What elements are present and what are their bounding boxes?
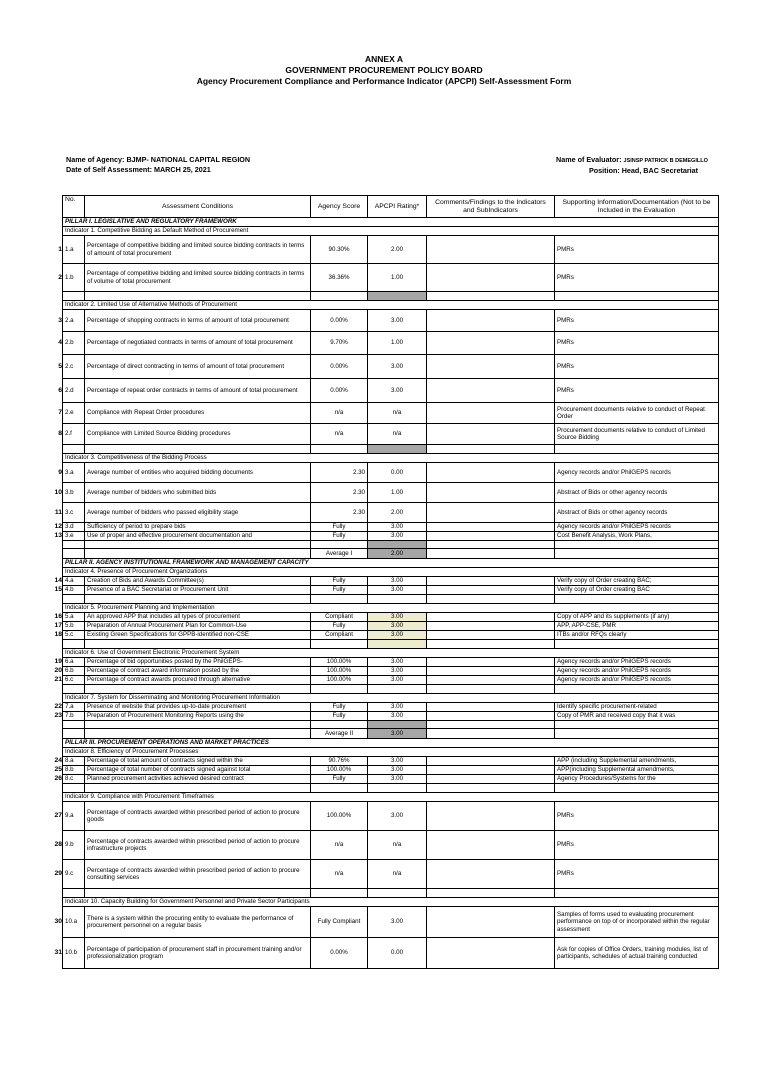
- col-score: Agency Score: [311, 196, 368, 218]
- table-row: [63, 264, 719, 292]
- row-score: 0.00%: [311, 310, 368, 332]
- row-number: 25: [54, 766, 62, 773]
- row-rating: 3.00: [368, 631, 427, 640]
- row-condition: Percentage of total number of contracts signed against total: [85, 766, 311, 775]
- row-code: 10.a: [63, 907, 85, 938]
- row-comments: [427, 532, 555, 541]
- row-rating: 3.00: [368, 658, 427, 667]
- row-number: 27: [54, 812, 62, 819]
- row-number: 10: [54, 488, 62, 496]
- row-support: Verify copy of Order creating BAC;: [555, 577, 719, 586]
- row-number: 3: [58, 316, 62, 324]
- col-comments: Comments/Findings to the Indicators and SubIndicators: [427, 196, 555, 218]
- row-condition: Percentage of competitive bidding and limited source bidding contracts in terms of volume of total procurement: [85, 264, 311, 292]
- row-code: 2.d: [63, 379, 85, 403]
- row-score: Fully: [311, 586, 368, 595]
- table-row: [63, 355, 719, 379]
- row-score: n/a: [311, 860, 368, 889]
- row-code: 6.c: [63, 676, 85, 685]
- row-rating: 0.00: [368, 938, 427, 969]
- row-code: 10.b: [63, 938, 85, 969]
- table-row: [63, 236, 719, 264]
- row-condition: Compliance with Repeat Order procedures: [85, 403, 311, 424]
- row-rating: 3.00: [368, 613, 427, 622]
- row-score: 0.00%: [311, 355, 368, 379]
- row-number: 21: [54, 676, 62, 683]
- row-rating: 3.00: [368, 712, 427, 721]
- row-rating: 1.00: [368, 332, 427, 355]
- row-score: Compliant: [311, 631, 368, 640]
- table-row: [63, 379, 719, 403]
- table-row: [63, 424, 719, 445]
- evaluator-position: Position: Head, BAC Secretariat: [589, 166, 699, 175]
- row-comments: [427, 236, 555, 264]
- row-number: 20: [54, 667, 62, 674]
- evaluator-info: [556, 155, 708, 176]
- row-rating: 3.00: [368, 775, 427, 784]
- row-comments: [427, 938, 555, 969]
- average-label: Average I: [311, 549, 368, 559]
- row-support: Cost Benefit Analysis, Work Plans,: [555, 532, 719, 541]
- row-rating: 2.00: [368, 236, 427, 264]
- indicator-heading: Indicator 2. Limited Use of Alternative Methods of Procurement: [63, 301, 719, 310]
- row-code: 6.b: [63, 667, 85, 676]
- row-code: 3.c: [63, 503, 85, 523]
- indicator-heading: Indicator 4. Presence of Procurement Organizations: [63, 568, 719, 577]
- row-rating: n/a: [368, 403, 427, 424]
- col-conditions: Assessment Conditions: [85, 196, 311, 218]
- row-comments: [427, 831, 555, 860]
- row-support: PMRs: [555, 332, 719, 355]
- indicator-heading: Indicator 6. Use of Government Electronic Procurement System: [63, 649, 719, 658]
- row-condition: Percentage of contracts awarded within prescribed period of action to procure consulting services: [85, 860, 311, 889]
- row-support: Copy of PMR and received copy that it was: [555, 712, 719, 721]
- row-support: Abstract of Bids or other agency records: [555, 503, 719, 523]
- row-score: Fully Compliant: [311, 907, 368, 938]
- row-condition: Presence of website that provides up-to-date procurement: [85, 703, 311, 712]
- row-score: 2.30: [311, 483, 368, 503]
- table-row: [63, 907, 719, 938]
- row-comments: [427, 631, 555, 640]
- row-number: 22: [54, 703, 62, 710]
- table-row: [63, 532, 719, 541]
- table-row: [63, 860, 719, 889]
- row-condition: Percentage of contract award information posted by the: [85, 667, 311, 676]
- row-score: 36.36%: [311, 264, 368, 292]
- row-support: Procurement documents relative to conduct of Repeat Order: [555, 403, 719, 424]
- row-score: 2.30: [311, 463, 368, 483]
- row-condition: Preparation of Annual Procurement Plan for Common-Use: [85, 622, 311, 631]
- row-condition: Percentage of shopping contracts in terms of amount of total procurement: [85, 310, 311, 332]
- table-row: [63, 775, 719, 784]
- table-row: [63, 667, 719, 676]
- indicator-heading: Indicator 5. Procurement Planning and Implementation: [63, 604, 719, 613]
- table-row: [63, 622, 719, 631]
- row-condition: Preparation of Procurement Monitoring Reports using the: [85, 712, 311, 721]
- row-condition: An approved APP that includes all types of procurement: [85, 613, 311, 622]
- row-number: 4: [58, 339, 62, 346]
- row-comments: [427, 503, 555, 523]
- table-row: [63, 676, 719, 685]
- row-condition: Percentage of repeat order contracts in terms of amount of total procurement: [85, 379, 311, 403]
- row-rating: 3.00: [368, 355, 427, 379]
- row-comments: [427, 667, 555, 676]
- row-score: 100.00%: [311, 676, 368, 685]
- row-score: 0.00%: [311, 938, 368, 969]
- row-comments: [427, 332, 555, 355]
- row-score: 90.30%: [311, 236, 368, 264]
- agency-board-title: GOVERNMENT PROCUREMENT POLICY BOARD: [285, 65, 483, 75]
- row-score: Fully: [311, 532, 368, 541]
- row-support: Agency records and/or PhilGEPS records: [555, 658, 719, 667]
- table-row: [63, 631, 719, 640]
- row-rating: 3.00: [368, 703, 427, 712]
- row-code: 5.a: [63, 613, 85, 622]
- row-comments: [427, 310, 555, 332]
- row-number: 29: [54, 870, 62, 877]
- row-rating: 3.00: [368, 577, 427, 586]
- row-condition: Presence of a BAC Secretariat or Procurement Unit: [85, 586, 311, 595]
- indicator-heading: Indicator 9. Compliance with Procurement Timeframes: [63, 793, 719, 802]
- row-support: Agency records and/or PhilGEPS records: [555, 676, 719, 685]
- row-condition: Compliance with Limited Source Bidding procedures: [85, 424, 311, 445]
- row-condition: Average number of bidders who passed eligibility stage: [85, 503, 311, 523]
- indicator-heading: Indicator 1. Competitive Bidding as Default Method of Procurement: [63, 227, 719, 236]
- table-row: [63, 586, 719, 595]
- agency-info: [66, 155, 250, 175]
- apcpi-form-page: [0, 54, 768, 1078]
- average-row: [63, 729, 719, 739]
- row-number: 11: [54, 508, 62, 516]
- row-number: 17: [54, 622, 62, 629]
- row-support: Identify specific procurement-related: [555, 703, 719, 712]
- row-condition: Percentage of competitive bidding and limited source bidding contracts in terms of amount of total procurement: [85, 236, 311, 264]
- row-score: 0.00%: [311, 379, 368, 403]
- row-comments: [427, 775, 555, 784]
- row-condition: Average number of entities who acquired bidding documents: [85, 463, 311, 483]
- row-rating: 3.00: [368, 766, 427, 775]
- row-support: Agency records and/or PhilGEPS records: [555, 523, 719, 532]
- row-code: 7.a: [63, 703, 85, 712]
- row-score: 2.30: [311, 503, 368, 523]
- table-row: [63, 503, 719, 523]
- row-rating: n/a: [368, 831, 427, 860]
- row-code: 2.f: [63, 424, 85, 445]
- row-score: n/a: [311, 424, 368, 445]
- row-code: 2.b: [63, 332, 85, 355]
- row-score: 90.76%: [311, 757, 368, 766]
- row-score: n/a: [311, 831, 368, 860]
- row-number: 6: [58, 386, 62, 394]
- table-row: [63, 703, 719, 712]
- row-condition: Average number of bidders who submitted bids: [85, 483, 311, 503]
- average-value: 3.00: [368, 729, 427, 739]
- row-support: Agency records and/or PhilGEPS records: [555, 463, 719, 483]
- row-code: 1.a: [63, 236, 85, 264]
- row-support: Abstract of Bids or other agency records: [555, 483, 719, 503]
- annex-label: ANNEX A: [365, 54, 403, 64]
- row-support: APP(including Supplemental amendments,: [555, 766, 719, 775]
- row-support: PMRs: [555, 802, 719, 831]
- row-support: Ask for copies of Office Orders, training modules, list of participants, schedules of actual training conducted: [555, 938, 719, 969]
- indicator-heading: Indicator 3. Competitiveness of the Bidding Process: [63, 454, 719, 463]
- form-header: [0, 54, 768, 87]
- row-support: Agency records and/or PhilGEPS records: [555, 667, 719, 676]
- row-comments: [427, 766, 555, 775]
- table-row: [63, 757, 719, 766]
- row-code: 9.a: [63, 802, 85, 831]
- agency-name: Name of Agency: BJMP- NATIONAL CAPITAL REGION: [66, 155, 251, 164]
- form-title: Agency Procurement Compliance and Performance Indicator (APCPI) Self-Assessment Form: [196, 76, 572, 86]
- row-code: 7.b: [63, 712, 85, 721]
- row-rating: 3.00: [368, 586, 427, 595]
- row-code: 4.a: [63, 577, 85, 586]
- col-no: No.: [63, 196, 85, 218]
- row-score: Fully: [311, 577, 368, 586]
- indicator-heading: Indicator 8. Efficiency of Procurement Processes: [63, 748, 719, 757]
- table-row: [63, 766, 719, 775]
- row-code: 8.a: [63, 757, 85, 766]
- row-code: 8.b: [63, 766, 85, 775]
- table-row: [63, 483, 719, 503]
- row-condition: Percentage of bid opportunities posted by the PhilGEPS-: [85, 658, 311, 667]
- row-code: 4.b: [63, 586, 85, 595]
- row-rating: 2.00: [368, 503, 427, 523]
- row-comments: [427, 802, 555, 831]
- row-comments: [427, 483, 555, 503]
- row-code: 6.a: [63, 658, 85, 667]
- row-support: PMRs: [555, 236, 719, 264]
- row-condition: Creation of Bids and Awards Committee(s): [85, 577, 311, 586]
- row-support: PMRs: [555, 831, 719, 860]
- row-condition: Sufficiency of period to prepare bids: [85, 523, 311, 532]
- row-score: Fully: [311, 712, 368, 721]
- row-condition: There is a system within the procuring entity to evaluate the performance of procurement personnel on a regular basis: [85, 907, 311, 938]
- row-code: 2.c: [63, 355, 85, 379]
- row-number: 24: [54, 757, 62, 764]
- row-code: 2.a: [63, 310, 85, 332]
- row-support: Verify copy of Order creating BAC: [555, 586, 719, 595]
- table-row: [63, 523, 719, 532]
- row-condition: Percentage of contracts awarded within prescribed period of action to procure goods: [85, 802, 311, 831]
- row-condition: Percentage of participation of procurement staff in procurement training and/or professionalization program: [85, 938, 311, 969]
- row-condition: Percentage of total amount of contracts signed within the: [85, 757, 311, 766]
- row-condition: Percentage of contracts awarded within prescribed period of action to procure infrastructure projects: [85, 831, 311, 860]
- row-comments: [427, 613, 555, 622]
- indicator-heading: Indicator 7. System for Disseminating and Monitoring Procurement Information: [63, 694, 719, 703]
- row-rating: 3.00: [368, 676, 427, 685]
- row-support: Copy of APP and its supplements (if any): [555, 613, 719, 622]
- evaluator-label: Name of Evaluator:: [556, 155, 622, 164]
- row-code: 5.b: [63, 622, 85, 631]
- row-rating: n/a: [368, 424, 427, 445]
- table-header-row: [63, 196, 719, 218]
- row-number: 18: [54, 631, 62, 638]
- row-score: 100.00%: [311, 667, 368, 676]
- row-score: Fully: [311, 622, 368, 631]
- row-comments: [427, 586, 555, 595]
- row-number: 19: [54, 658, 62, 665]
- row-comments: [427, 424, 555, 445]
- row-rating: 1.00: [368, 264, 427, 292]
- table-row: [63, 332, 719, 355]
- row-comments: [427, 907, 555, 938]
- row-support: PMRs: [555, 310, 719, 332]
- average-value: 2.00: [368, 549, 427, 559]
- row-code: 2.e: [63, 403, 85, 424]
- row-rating: 0.00: [368, 463, 427, 483]
- row-score: Fully: [311, 775, 368, 784]
- col-rating: APCPI Rating*: [368, 196, 427, 218]
- table-row: [63, 802, 719, 831]
- row-support: PMRs: [555, 355, 719, 379]
- row-comments: [427, 676, 555, 685]
- row-number: 5: [58, 362, 62, 370]
- row-number: 28: [54, 841, 62, 848]
- row-support: PMRs: [555, 379, 719, 403]
- row-comments: [427, 703, 555, 712]
- row-number: 14: [54, 577, 62, 584]
- row-support: Agency Procedures/Systems for the: [555, 775, 719, 784]
- row-code: 3.b: [63, 483, 85, 503]
- row-number: 2: [58, 273, 62, 281]
- row-code: 3.d: [63, 523, 85, 532]
- row-support: ITBs and/or RFQs clearly: [555, 631, 719, 640]
- row-condition: Percentage of direct contracting in terms of amount of total procurement: [85, 355, 311, 379]
- row-comments: [427, 355, 555, 379]
- row-comments: [427, 658, 555, 667]
- table-row: [63, 310, 719, 332]
- row-condition: Percentage of negotiated contracts in terms of amount of total procurement: [85, 332, 311, 355]
- row-comments: [427, 264, 555, 292]
- row-comments: [427, 463, 555, 483]
- pillar-heading: PILLAR I. LEGISLATIVE AND REGULATORY FRAMEWORK: [63, 218, 719, 227]
- row-number: 12: [54, 523, 62, 530]
- row-comments: [427, 860, 555, 889]
- row-number: 30: [54, 918, 62, 925]
- row-support: PMRs: [555, 264, 719, 292]
- row-support: PMRs: [555, 860, 719, 889]
- row-number: 26: [54, 775, 62, 782]
- row-rating: 3.00: [368, 523, 427, 532]
- row-number: 7: [58, 409, 62, 416]
- row-comments: [427, 757, 555, 766]
- row-code: 5.c: [63, 631, 85, 640]
- row-condition: Existing Green Specifications for GPPB-identified non-CSE: [85, 631, 311, 640]
- table-row: [63, 831, 719, 860]
- row-comments: [427, 577, 555, 586]
- row-code: 8.c: [63, 775, 85, 784]
- row-support: APP (including Supplemental amendments,: [555, 757, 719, 766]
- row-code: 9.b: [63, 831, 85, 860]
- row-score: Compliant: [311, 613, 368, 622]
- average-row: [63, 549, 719, 559]
- row-score: Fully: [311, 703, 368, 712]
- row-comments: [427, 403, 555, 424]
- row-score: 100.00%: [311, 802, 368, 831]
- indicator-heading: Indicator 10. Capacity Building for Government Personnel and Private Sector Participants: [63, 898, 719, 907]
- table-row: [63, 938, 719, 969]
- row-code: 9.c: [63, 860, 85, 889]
- pillar-heading: PILLAR III. PROCUREMENT OPERATIONS AND MARKET PRACTICES: [63, 739, 719, 748]
- row-rating: 3.00: [368, 757, 427, 766]
- row-support: Procurement documents relative to conduct of Limited Source Bidding: [555, 424, 719, 445]
- row-rating: 3.00: [368, 907, 427, 938]
- row-score: 100.00%: [311, 658, 368, 667]
- row-comments: [427, 712, 555, 721]
- row-score: Fully: [311, 523, 368, 532]
- row-score: 9.70%: [311, 332, 368, 355]
- row-rating: 3.00: [368, 379, 427, 403]
- col-supporting: Supporting Information/Documentation (Not to be Included in the Evaluation: [555, 196, 719, 218]
- row-number: 15: [54, 586, 62, 593]
- row-rating: 3.00: [368, 667, 427, 676]
- table-row: [63, 658, 719, 667]
- row-number: 9: [58, 468, 62, 476]
- table-row: [63, 577, 719, 586]
- row-rating: 3.00: [368, 310, 427, 332]
- row-score: 100.00%: [311, 766, 368, 775]
- row-rating: 3.00: [368, 802, 427, 831]
- average-label: Average II: [311, 729, 368, 739]
- table-row: [63, 403, 719, 424]
- row-condition: Use of proper and effective procurement documentation and: [85, 532, 311, 541]
- row-rating: 1.00: [368, 483, 427, 503]
- row-rating: n/a: [368, 860, 427, 889]
- row-comments: [427, 379, 555, 403]
- pillar-heading: PILLAR II. AGENCY INSTITUTIONAL FRAMEWORK AND MANAGEMENT CAPACITY: [63, 559, 719, 568]
- table-row: [63, 613, 719, 622]
- row-rating: 3.00: [368, 622, 427, 631]
- row-support: Samples of forms used to evaluating procurement performance on top of or incorporated within the regular assessment: [555, 907, 719, 938]
- row-code: 3.e: [63, 532, 85, 541]
- table-row: [63, 463, 719, 483]
- row-number: 13: [54, 532, 62, 539]
- row-code: 1.b: [63, 264, 85, 292]
- row-code: 3.a: [63, 463, 85, 483]
- assessment-date: Date of Self Assessment: MARCH 25, 2021: [66, 165, 211, 174]
- row-comments: [427, 622, 555, 631]
- row-number: 16: [54, 613, 62, 620]
- row-number: 8: [58, 430, 62, 437]
- row-condition: Percentage of contract awards procured through alternative: [85, 676, 311, 685]
- assessment-table: [62, 195, 719, 969]
- row-number: 31: [54, 949, 62, 956]
- table-row: [63, 712, 719, 721]
- row-rating: 3.00: [368, 532, 427, 541]
- row-number: 23: [54, 712, 62, 719]
- evaluator-name: JSINSP PATRICK B DEMEGILLO: [623, 158, 708, 164]
- row-comments: [427, 523, 555, 532]
- row-condition: Planned procurement activities achieved desired contract: [85, 775, 311, 784]
- row-number: 1: [58, 245, 62, 253]
- row-score: n/a: [311, 403, 368, 424]
- row-support: APP, APP-CSE, PMR: [555, 622, 719, 631]
